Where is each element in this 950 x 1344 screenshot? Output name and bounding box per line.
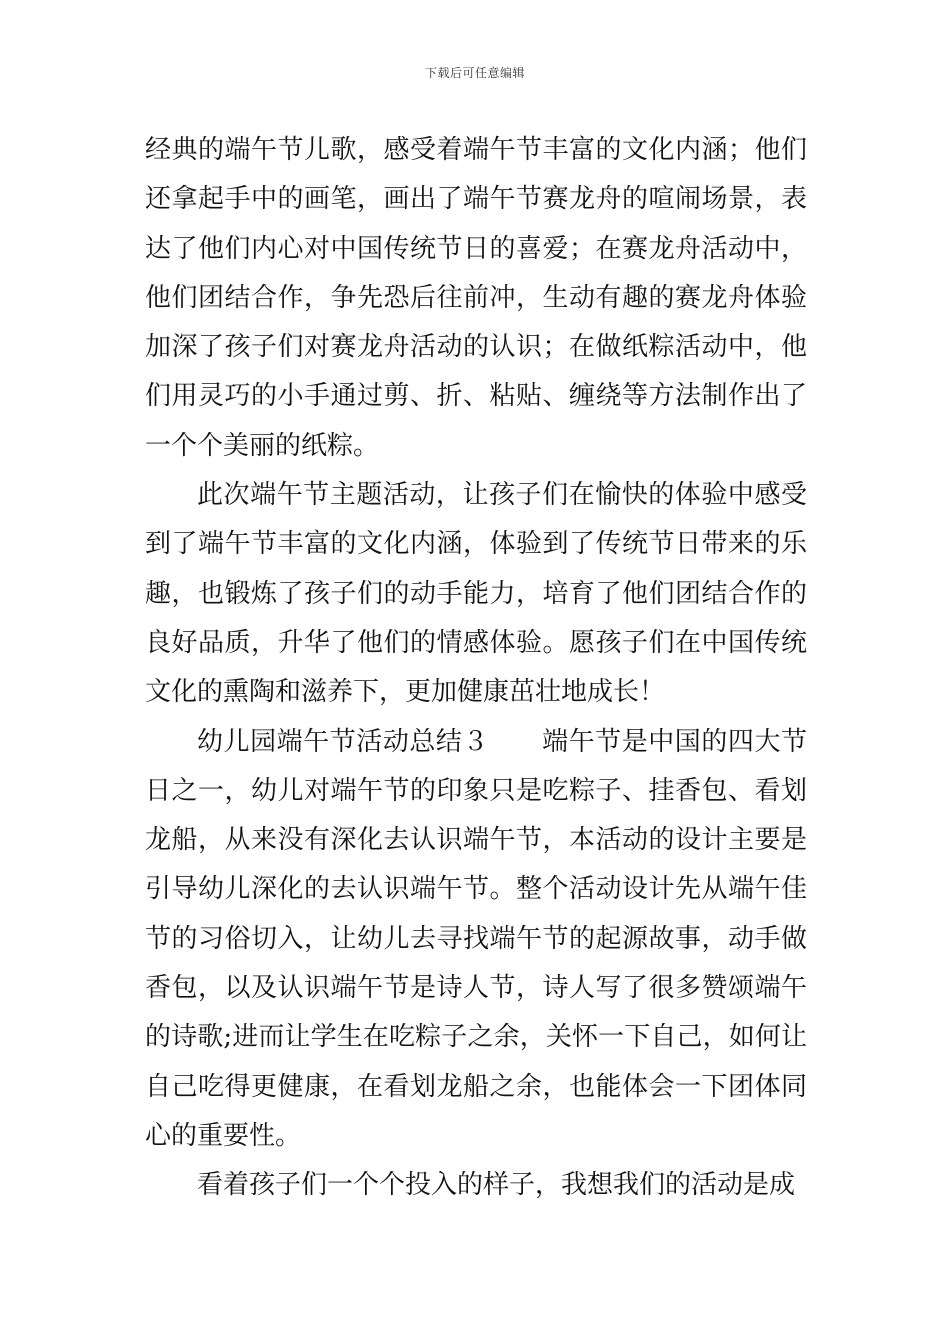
paragraph-2: 此次端午节主题活动，让孩子们在愉快的体验中感受到了端午节丰富的文化内涵，体验到了传统节日带来的乐趣，也锻炼了孩子们的动手能力，培育了他们团结合作的良好品质，升华了他们的情感体验。愿孩子们在中国传统文化的熏陶和滋养下，更加健康茁壮地成长！: [145, 480, 807, 708]
paragraph-1: 经典的端午节儿歌，感受着端午节丰富的文化内涵；他们还拿起手中的画笔，画出了端午节赛龙舟的喧闹场景，表达了他们内心对中国传统节日的喜爱；在赛龙舟活动中，他们团结合作，争先恐后往前冲，生动有趣的赛龙舟体验加深了孩子们对赛龙舟活动的认识；在做纸粽活动中，他们用灵巧的小手通过剪、折、粘贴、缠绕等方法制作出了一个个美丽的纸粽。: [145, 135, 807, 461]
header-note: 下载后可任意编辑: [424, 66, 525, 80]
paragraph-3: 幼儿园端午节活动总结３ 端午节是中国的四大节日之一，幼儿对端午节的印象只是吃粽子、挂香包、看划龙船，从来没有深化去认识端午节，本活动的设计主要是引导幼儿深化的去认识端午节。整个活动设计先从端午佳节的习俗切入，让幼儿去寻找端午节的起源故事，动手做香包，以及认识端午节是诗人节，诗人写了很多赞颂端午的诗歌;进而让学生在吃粽子之余，关怀一下自己，如何让自己吃得更健康，在看划龙船之余，也能体会一下团体同心的重要性。: [145, 726, 807, 1151]
document-body: [145, 126, 807, 1211]
paragraph-4: 看着孩子们一个个投入的样子，我想我们的活动是成: [197, 1170, 796, 1201]
